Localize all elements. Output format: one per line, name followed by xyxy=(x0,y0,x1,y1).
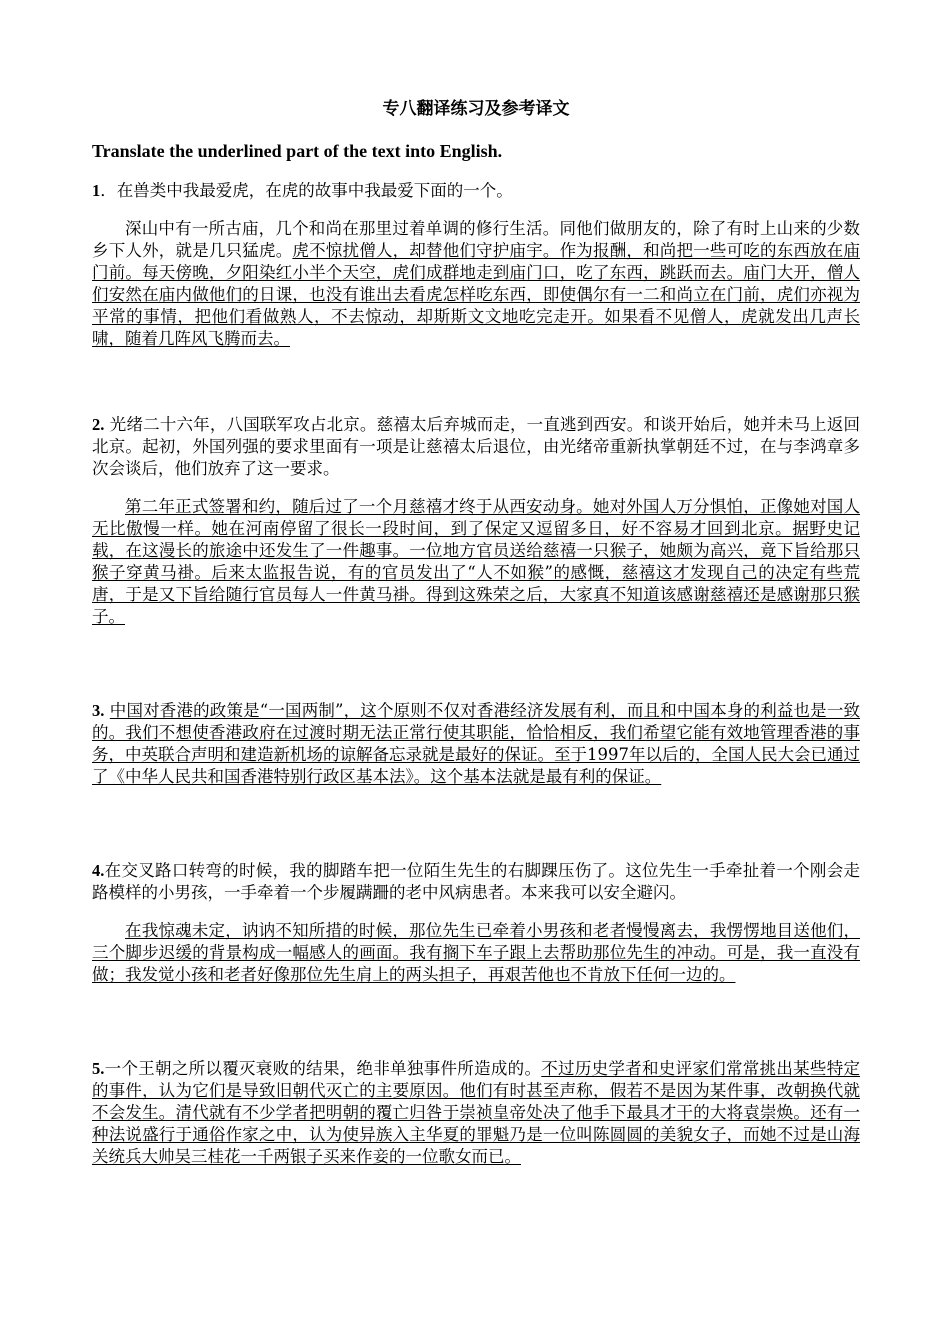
underlined-text: 中国对香港的政策是“一国两制”，这个原则不仅对香港经济发展有利，而且和中国本身的利益也是一致的。我们不想使香港政府在过渡时期无法正常行使其职能，恰恰相反，我们希望它能有效地管理香港的事务，中英联合声明和建造新机场的谅解备忘录就是最好的保证。至于1997年以后的，全国人民大会已通过了《中华人民共和国香港特别行政区基本法》。这个基本法就是最有利的保证。 xyxy=(92,701,861,786)
item-number: 2. xyxy=(92,415,105,434)
item-2-intro xyxy=(92,414,860,480)
underlined-text: 虎不惊扰僧人，却替他们守护庙宇。作为报酬，和尚把一些可吃的东西放在庙门前。每天傍晚，夕阳染红小半个天空，虎们成群地走到庙门口，吃了东西，跳跃而去。庙门大开，僧人们安然在庙内做他们的日课，也没有谁出去看虎怎样吃东西，即使偶尔有一二和尚立在门前，虎们亦视为平常的事情，把他们看做熟人，不去惊动，却斯斯文文地吃完走开。如果看不见僧人，虎就发出几声长啸，随着几阵风飞腾而去。 xyxy=(92,241,861,348)
item-number: 3. xyxy=(92,701,105,720)
item-2-passage xyxy=(92,496,860,628)
underlined-text: 第二年正式签署和约，随后过了一个月慈禧才终于从西安动身。她对外国人万分惧怕，正像她对国人无比傲慢一样。她在河南停留了很长一段时间，到了保定又逗留多日，好不容易才回到北京。据野史记载，在这漫长的旅途中还发生了一件趣事。一位地方官员送给慈禧一只猴子，她颇为高兴，竟下旨给那只猴子穿黄马褂。后来太监报告说，有的官员发出了“人不如猴”的感慨，慈禧这才发现自己的决定有些荒唐，于是又下旨给随行官员每人一件黄马褂。得到这殊荣之后，大家真不知道该感谢慈禧还是感谢那只猴子。 xyxy=(92,497,860,626)
document-page xyxy=(92,98,860,1168)
item-number: 5. xyxy=(92,1059,105,1078)
item-5-passage xyxy=(92,1058,860,1168)
plain-text: 深山中有一所古庙，几个和尚在那里过着单调的修行生活。同他们做朋友的，除了有时上山来的少数乡下人外，就是几只猛虎。 xyxy=(92,219,860,260)
instruction: Translate the underlined part of the text into English. xyxy=(92,141,503,161)
intro-text: 一个王朝之所以覆灭衰败的结果，绝非单独事件所造成的。 xyxy=(104,1059,542,1078)
intro-text: 光绪二十六年，八国联军攻占北京。慈禧太后弃城而走，一直逃到西安。和谈开始后，她并未马上返回北京。起初，外国列强的要求里面有一项是让慈禧太后退位，由光绪帝重新执掌朝廷不过，在与李鸿章多次会谈后，他们放弃了这一要求。 xyxy=(92,415,860,478)
intro-text: ．在兽类中我最爱虎，在虎的故事中我最爱下面的一个。 xyxy=(100,181,513,200)
item-1-intro xyxy=(92,180,860,202)
item-number: 1 xyxy=(92,181,101,200)
item-3-passage xyxy=(92,700,860,788)
underlined-text: 在我惊魂未定，讷讷不知所措的时候，那位先生已牵着小男孩和老者慢慢离去，我愣愣地目送他们，三个脚步迟缓的背景构成一幅感人的画面。我有搁下车子跟上去帮助那位先生的冲动。可是，我一直没有做；我发觉小孩和老者好像那位先生肩上的两头担子，再艰苦他也不肯放下任何一边的。 xyxy=(92,921,860,984)
document-title: 专八翻译练习及参考译文 xyxy=(382,99,570,119)
underlined-text: 不过历史学者和史评家们常常挑出某些特定的事件，认为它们是导致旧朝代灭亡的主要原因。他们有时甚至声称，假若不是因为某件事，改朝换代就不会发生。清代就有不少学者把明朝的覆亡归咎于崇祯皇帝处决了他手下最具才干的大将袁崇焕。还有一种法说盛行于通俗作家之中，认为使异族入主华夏的罪魁乃是一位叫陈圆圆的美貌女子，而她不过是山海关统兵大帅吴三桂花一千两银子买来作妾的一位歌女而已。 xyxy=(92,1059,861,1166)
item-1-passage xyxy=(92,218,860,350)
item-4-intro xyxy=(92,860,860,904)
item-4-passage xyxy=(92,920,860,986)
item-number: 4. xyxy=(92,861,105,880)
intro-text: 在交叉路口转弯的时候，我的脚踏车把一位陌生先生的右脚踝压伤了。这位先生一手牵扯着一个刚会走路模样的小男孩，一手牵着一个步履蹒跚的老中风病患者。本来我可以安全避闪。 xyxy=(92,861,860,902)
